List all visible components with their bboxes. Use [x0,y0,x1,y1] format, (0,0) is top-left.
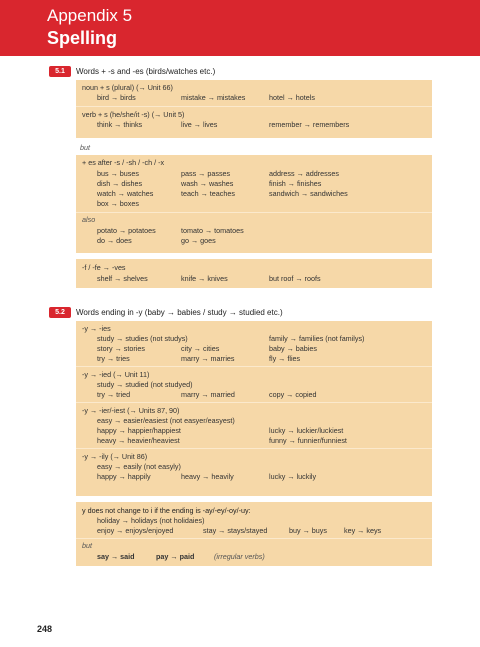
ies-rule-heading: -y → -ies [82,324,111,333]
example: tomato → tomatoes [181,226,244,235]
example: box → boxes [97,199,139,208]
ied-rule-heading: -y → -ied (→ Unit 11) [82,370,150,379]
section-tag-5-2: 5.2 [49,307,71,318]
example: easy → easily (not easyly) [97,462,181,471]
example: heavy → heavier/heaviest [97,436,180,445]
example: remember → remembers [269,120,350,129]
example: lucky → luckily [269,472,317,481]
example: do → does [97,236,132,245]
example: potato → potatoes [97,226,156,235]
noun-verb-box [76,80,432,138]
noun-rule-heading: noun + s (plural) (→ Unit 66) [82,83,173,92]
divider [76,106,432,107]
example: marry → marries [181,354,235,363]
no-change-rule-heading: y does not change to i if the ending is -ay/-ey/-oy/-uy: [82,506,251,515]
example: mistake → mistakes [181,93,246,102]
page-header [0,0,480,56]
example: study → studies (not studys) [97,334,188,343]
ily-rule-heading: -y → -ily (→ Unit 86) [82,452,148,461]
divider [76,538,432,539]
example: knife → knives [181,274,228,283]
example: shelf → shelves [97,274,148,283]
example: but roof → roofs [269,274,321,283]
example: story → stories [97,344,145,353]
section-tag-5-1: 5.1 [49,66,71,77]
appendix-subtitle: Spelling [47,28,118,48]
example: baby → babies [269,344,317,353]
example: hotel → hotels [269,93,315,102]
example: city → cities [181,344,220,353]
example: try → tried [97,390,131,399]
ves-rule-heading: -f / -fe → -ves [82,263,126,272]
irregular-note: (irregular verbs) [214,552,265,561]
example: watch → watches [97,189,154,198]
section-title-5-2: Words ending in -y (baby → babies / study → studied etc.) [76,308,283,317]
example: funny → funnier/funniest [269,436,347,445]
example: happy → happily [97,472,151,481]
example: fly → flies [269,354,301,363]
section-title-5-1: Words + -s and -es (birds/watches etc.) [76,67,216,76]
but-label: but [82,541,92,550]
example: finish → finishes [269,179,322,188]
example: heavy → heavily [181,472,234,481]
example: easy → easier/easiest (not easyer/easyest) [97,416,235,425]
but-label: but [80,143,90,152]
no-change-box [76,502,432,566]
example: family → families (not familys) [269,334,365,343]
example: live → lives [181,120,218,129]
page-number: 248 [37,624,53,634]
example: bird → birds [97,93,136,102]
example: study → studied (not studyed) [97,380,193,389]
example: try → tries [97,354,130,363]
example: address → addresses [269,169,339,178]
divider [76,212,432,213]
ier-rule-heading: -y → -ier/-iest (→ Units 87, 90) [82,406,180,415]
example: stay → stays/stayed [203,526,268,535]
es-box [76,155,432,253]
example: enjoy → enjoys/enjoyed [97,526,174,535]
divider [76,402,432,403]
verb-rule-heading: verb + s (he/she/it -s) (→ Unit 5) [82,110,185,119]
example: holiday → holidays (not holidaies) [97,516,205,525]
example: bus → buses [97,169,139,178]
example: key → keys [344,526,382,535]
y-rules-box [76,321,432,496]
divider [76,448,432,449]
es-rule-heading: + es after -s / -sh / -ch / -x [82,158,165,167]
example: copy → copied [269,390,317,399]
example: sandwich → sandwiches [269,189,348,198]
example: lucky → luckier/luckiest [269,426,344,435]
example: buy → buys [289,526,327,535]
ves-box [76,259,432,288]
example: wash → washes [181,179,234,188]
example: marry → married [181,390,235,399]
example: teach → teaches [181,189,235,198]
example: pass → passes [181,169,231,178]
example: say → said [97,552,135,561]
example: think → thinks [97,120,143,129]
example: pay → paid [156,552,195,561]
appendix-title: Appendix 5 [47,6,133,25]
example: happy → happier/happiest [97,426,181,435]
also-label: also [82,215,96,224]
divider [76,366,432,367]
example: dish → dishes [97,179,143,188]
example: go → goes [181,236,216,245]
